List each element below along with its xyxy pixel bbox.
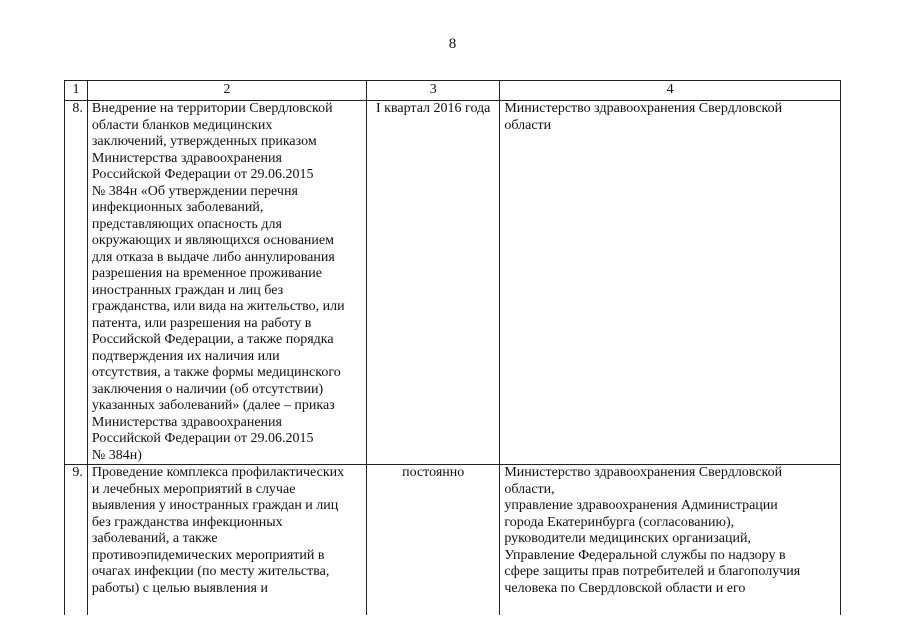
responsible-line: управление здравоохранения Администрации <box>504 498 778 513</box>
description-line: инфекционных заболеваний, <box>91 200 264 215</box>
description-line: и лечебных мероприятий в случае <box>91 481 296 497</box>
description-line: Российской Федерации от 29.06.2015 <box>91 431 314 446</box>
responsible-line: области <box>504 117 552 133</box>
description-line: без гражданства инфекционных <box>91 514 283 530</box>
responsible-line: руководители медицинских организаций, <box>504 531 751 546</box>
description-line: № 384н «Об утверждении перечня <box>91 183 298 199</box>
responsible-party <box>500 101 841 465</box>
description-line: представляющих опасность для <box>91 216 282 232</box>
execution-term: I квартал 2016 года <box>367 101 500 465</box>
table-row <box>65 465 841 616</box>
responsible-line: Министерство здравоохранения Свердловской <box>504 101 783 116</box>
column-header-1: 1 <box>65 81 88 101</box>
responsible-line: сфере защиты прав потребителей и благополучия <box>504 564 801 579</box>
responsible-line: города Екатеринбурга (согласованию), <box>504 514 735 530</box>
column-header-4: 4 <box>500 81 841 101</box>
description-line: заболеваний, а также <box>91 531 218 546</box>
description-line: работы) с целью выявления и <box>91 580 268 596</box>
responsible-line: Управление Федеральной службы по надзору в <box>504 547 786 563</box>
table-header-row <box>65 81 841 101</box>
description-line: очагах инфекции (по месту жительства, <box>91 564 330 579</box>
description-line: разрешения на временное проживание <box>91 266 322 281</box>
column-header-2: 2 <box>87 81 366 101</box>
activity-description <box>87 465 366 616</box>
column-header-3: 3 <box>367 81 500 101</box>
plan-table <box>64 80 841 615</box>
responsible-line: Министерство здравоохранения Свердловской <box>504 465 783 480</box>
description-line: противоэпидемических мероприятий в <box>91 547 325 563</box>
description-line: гражданства, или вида на жительство, или <box>91 299 345 314</box>
description-line: Министерства здравоохранения <box>91 414 282 430</box>
description-line: выявления у иностранных граждан и лиц <box>91 498 339 513</box>
description-line: иностранных граждан и лиц без <box>91 282 284 298</box>
activity-description <box>87 101 366 465</box>
description-line: Проведение комплекса профилактических <box>91 465 345 480</box>
description-line: для отказа в выдаче либо аннулирования <box>91 249 335 265</box>
description-line: заключений, утвержденных приказом <box>91 134 317 149</box>
row-number: 9. <box>65 465 88 616</box>
description-line: Российской Федерации, а также порядка <box>91 332 334 347</box>
description-line: Внедрение на территории Свердловской <box>91 101 333 116</box>
description-line: Министерства здравоохранения <box>91 150 282 166</box>
responsible-line: человека по Свердловской области и его <box>504 580 746 596</box>
description-line: № 384н) <box>91 447 142 463</box>
description-line: подтверждения их наличия или <box>91 348 280 364</box>
description-line: области бланков медицинских <box>91 117 273 133</box>
description-line: окружающих и являющихся основанием <box>91 233 334 248</box>
row-number: 8. <box>65 101 88 465</box>
description-line: Российской Федерации от 29.06.2015 <box>91 167 314 182</box>
table-row <box>65 101 841 465</box>
responsible-party <box>500 465 841 616</box>
page-number: 8 <box>448 36 457 52</box>
description-line: указанных заболеваний» (далее – приказ <box>91 398 335 413</box>
execution-term: постоянно <box>367 465 500 616</box>
responsible-line: области, <box>504 481 555 497</box>
description-line: патента, или разрешения на работу в <box>91 315 312 331</box>
description-line: заключения о наличии (об отсутствии) <box>91 381 324 397</box>
description-line: отсутствия, а также формы медицинского <box>91 365 341 380</box>
